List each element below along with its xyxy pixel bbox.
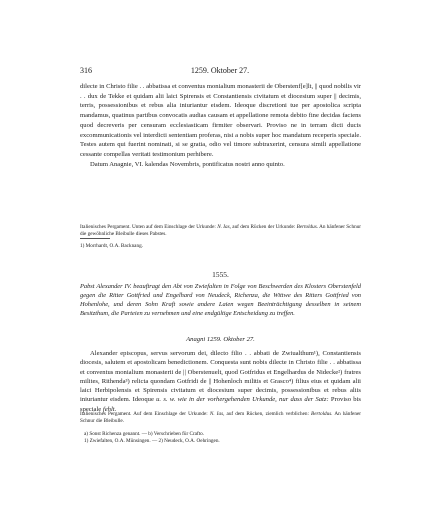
paragraph-text: Alexander episcopus, servus servorum dei, dilecto filio . . abbati de Zwiualthum¹), Constantiensis diocesis, salutem et apostolicam benedictionem. Conquesta sunt nobis dilecte in Christo filie . . abbatissa et conventus monialium monasterii de || Oberstenuelt, quod Gotfridus et Engelhardus de Nidecke²) fratres milites, Rithenda³) relicta quondam Gotfridi de || Hohenloch militis et Grasco⁴) filius eius et quidam alii laici Herbipolensis et Spirensis civitatum et diocesium super decimis, possessionibus et rebus aliis iniuriantur eisdem. Ideoque bbox=[80, 350, 361, 404]
paragraph bbox=[80, 349, 361, 414]
note-italic: N. Ias bbox=[209, 411, 224, 417]
footnote: a) Sonst Richenza genannt. — b) Verschrieben für Crafto. bbox=[84, 431, 205, 437]
note-text: , auf dem Rücken der Urkunde: bbox=[229, 224, 297, 230]
document-number: 1555. bbox=[212, 270, 229, 279]
note-text: An hänfener Schnur die gewöhnliche Bleibulle dieses Pabstes. bbox=[80, 224, 361, 237]
footnotes bbox=[80, 431, 361, 446]
footnote-rule bbox=[80, 238, 110, 239]
note-text: Italienisches Pergament. Auf dem Einschlage der Urkunde: bbox=[80, 411, 210, 417]
archival-note bbox=[80, 411, 361, 425]
note-italic: N. Ias bbox=[217, 224, 230, 230]
archival-note bbox=[80, 224, 361, 238]
note-italic: Bertoldus. bbox=[311, 411, 333, 417]
regest-summary: Pabst Alexander IV. beauftragt den Abt von Zwiefalten in Folge von Beschwerden des Klosters Oberstenfeld gegen die Ritter Gottfried und Engelhard von Neudeck, Richenza, die Wittwe des Ritters Gottfried von Hohenlohe, und deren Sohn Kraft sowie andere Laien wegen Beeinträchtigung desselben in seinem Besitzthum, die Parteien zu vernehmen und eine endgültige Entscheidung zu treffen. bbox=[80, 283, 361, 317]
document-date: Anagni 1259. Oktober 27. bbox=[186, 336, 255, 343]
running-head: 1259. Oktober 27. bbox=[190, 66, 250, 75]
footnote: 1) Zwiefalten, O.A. Münsingen. — 2) Neudeck, O.A. Oehringen. bbox=[84, 438, 220, 445]
paragraph-text: Proviso bis speciale bbox=[80, 396, 361, 413]
italic-text: u. s. w. wie in der vorhergehenden Urkunde, nur dass der Satz: bbox=[156, 396, 329, 404]
italic-text: fehlt. bbox=[102, 405, 117, 413]
body-text-block-1 bbox=[80, 82, 361, 169]
dating-clause: Datum Anagnie, VI. kalendas Novembris, pontificatus nostri anno quinto. bbox=[90, 160, 285, 168]
footnote: 1) Morrhardt, O.A. Backnang. bbox=[80, 243, 143, 249]
body-text-block-2 bbox=[80, 349, 361, 414]
note-text: , auf dem Rücken, ziemlich verblichen: bbox=[223, 411, 312, 417]
page-number: 316 bbox=[80, 66, 92, 75]
paragraph: dilecte in Christo filie . . abbatissa et conventus monialium monasterii de Oberstenf[e]lt, || quod nobilis vir . . dux de Tekke et quidam alii laici Spirensis et Constantiensis civitatum et diocesium super || decimis, terris, possessionibus et rebus alia iniuriantur eisdem. Ideoque discretioni tue per apostolica scripta mandamus, quatinus partibus convocatis audias causam et appellatione remota debito fine decidas faciens quod decreveris per censuram ecclesiasticam firmiter observari. Proviso ne in terram dicti ducis excommunicationis vel interdicti sententiam proferas, nisi a nobis super hoc mandatum receperis speciale. Testes autem qui fuerint nominati, si se gratia, odio vel timore subtraxerint, censura simili appellatione cessante compellas veritati testimonium perhibere. bbox=[80, 83, 361, 158]
note-text: An hänfener Schnur die Bleibulle. bbox=[80, 411, 361, 424]
page-header bbox=[80, 66, 360, 76]
note-text: Italienisches Pergament. Unten auf dem Einschlage der Urkunde: bbox=[80, 224, 218, 230]
note-italic: Bertoldus. bbox=[296, 224, 319, 230]
